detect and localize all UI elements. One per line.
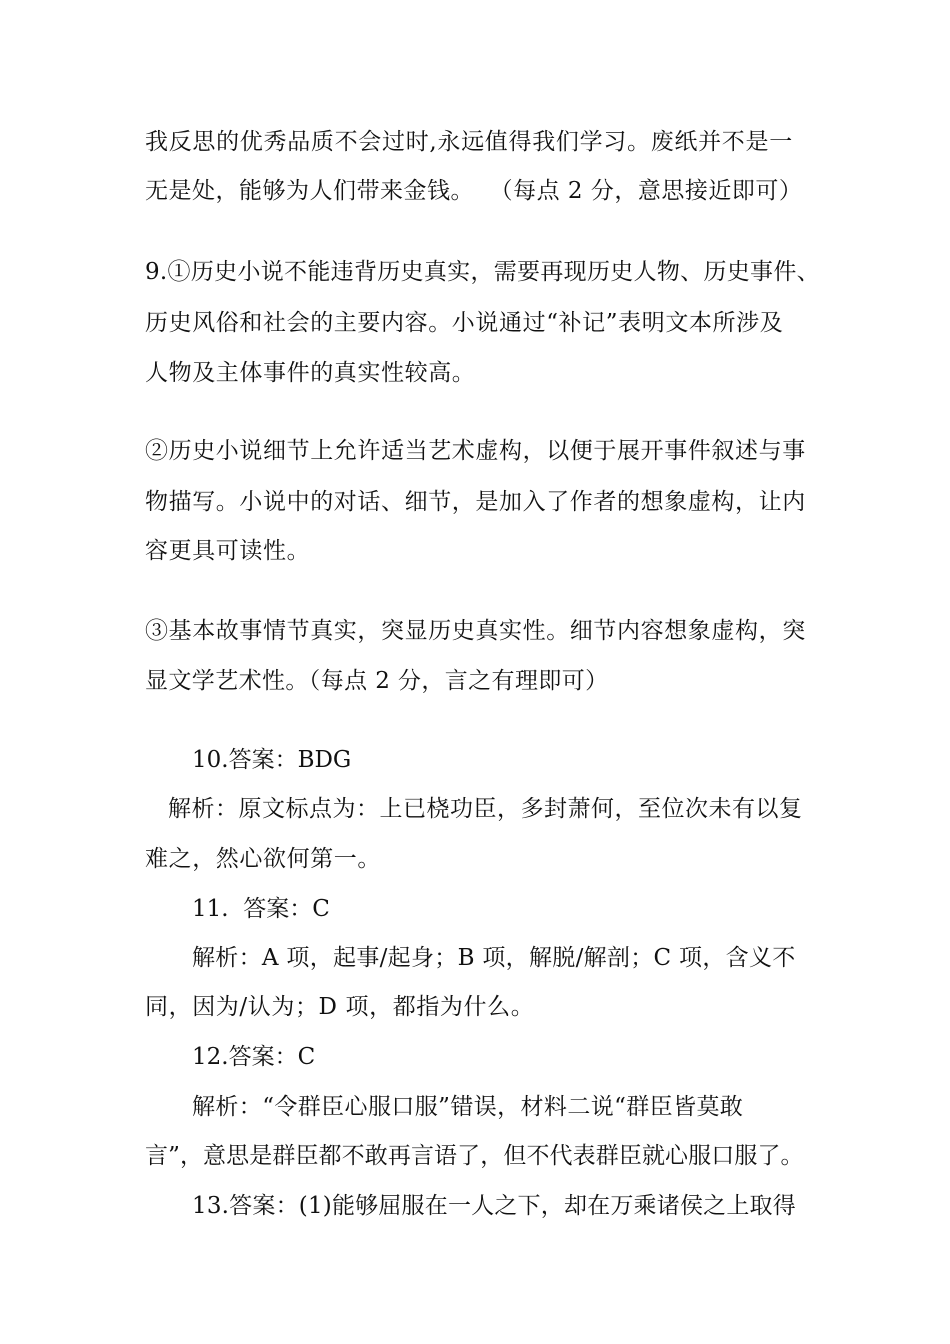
text-line: 解析：“令群臣心服口服”错误，材料二说“群臣皆莫敢 bbox=[192, 1094, 744, 1120]
text-line: ②历史小说细节上允许适当艺术虚构，以便于展开事件叙述与事 bbox=[145, 438, 806, 464]
text-line: 无是处，能够为人们带来金钱。 （每点 2 分，意思接近即可） bbox=[145, 178, 803, 204]
text-line: 显文学艺术性。（每点 2 分，言之有理即可） bbox=[145, 668, 609, 694]
text-line: 解析：原文标点为：上已桡功臣，多封萧何，至位次未有以复 bbox=[168, 796, 803, 822]
text-line: 同，因为/认为；D 项，都指为什么。 bbox=[145, 994, 535, 1020]
text-line: 容更具可读性。 bbox=[145, 538, 311, 564]
answer-heading: 11. 答案：C bbox=[192, 896, 330, 922]
text-line: 言”，意思是群臣都不敢再言语了，但不代表群臣就心服口服了。 bbox=[145, 1143, 804, 1169]
text-line: 物描写。小说中的对话、细节，是加入了作者的想象虚构，让内 bbox=[145, 489, 806, 515]
text-line: 9.①历史小说不能违背历史真实，需要再现历史人物、历史事件、 bbox=[145, 259, 820, 285]
text-line: ③基本故事情节真实，突显历史真实性。细节内容想象虚构，突 bbox=[145, 618, 806, 644]
text-line: 我反思的优秀品质不会过时,永远值得我们学习。废纸并不是一 bbox=[145, 129, 793, 155]
answer-heading: 12.答案：C bbox=[192, 1044, 316, 1070]
answer-heading: 10.答案：BDG bbox=[192, 747, 352, 773]
text-line: 难之，然心欲何第一。 bbox=[145, 846, 381, 872]
answer-heading: 13.答案：(1)能够屈服在一人之下，却在万乘诸侯之上取得 bbox=[192, 1193, 796, 1219]
text-line: 解析：A 项，起事/起身；B 项，解脱/解剖；C 项，含义不 bbox=[192, 945, 796, 971]
text-line: 历史风俗和社会的主要内容。小说通过“补记”表明文本所涉及 bbox=[145, 310, 784, 336]
text-line: 人物及主体事件的真实性较高。 bbox=[145, 360, 476, 386]
